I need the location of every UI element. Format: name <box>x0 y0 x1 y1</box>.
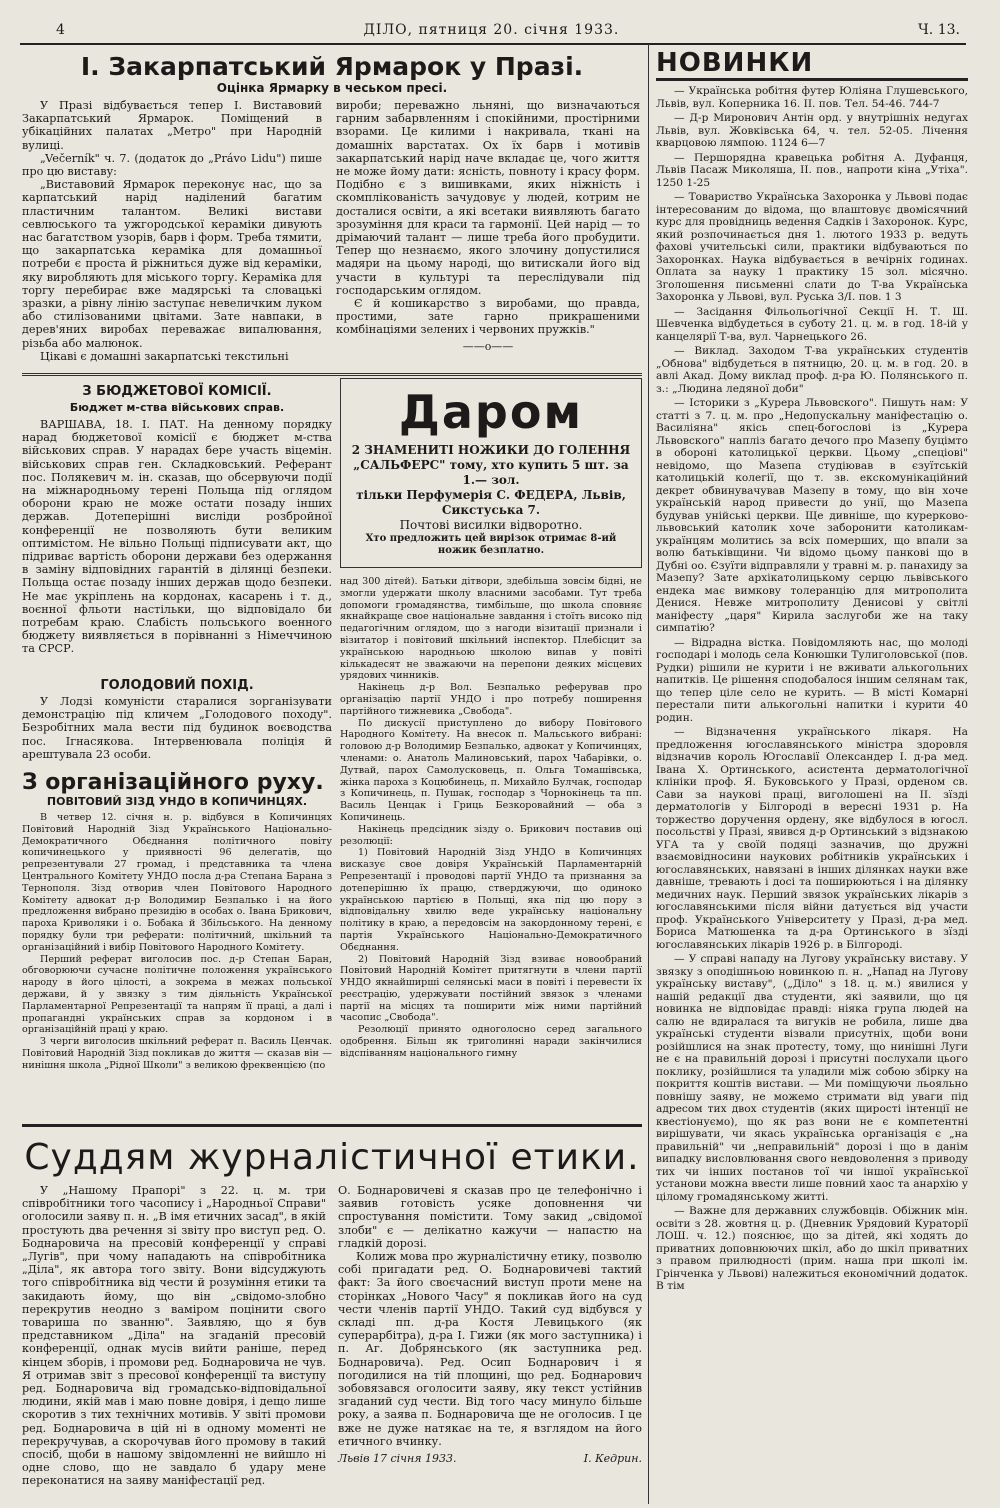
org-paragraph: Перший реферат виголосив пос. д-р Степан Баран, обговорюючи сучасне політичне положення українського народу в його цілості, а зокрема в межах польської держави, й у звязку з тим діяльність Української Парламентарної Репрезентації та напрям її праці, а далі і пропагандні українських справ за кордоном і в організаційній праці у краю. <box>22 953 332 1036</box>
ad-line: „САЛЬФЕРС" тому, хто купить 5 шт. за 1.— зол. <box>353 458 629 487</box>
news-list <box>656 85 968 1293</box>
ethics-paragraph: Колиж мова про журналістичну етику, позволю собі пригадати ред. О. Боднаровичеві тактий факт: За його своєчасний виступ проти мене на сторінках „Нового Часу" я покликав його на суд чести членів партії УНДО. Такий суд відбувся у складі пп. д-ра Костя Левицького (як суперарбітра), д-ра І. Гижи (як мого заступника) і п. Аг. Добрянського (як заступника ред. Боднаровича). Ред. Осип Боднарович і я погодилися на тій площині, що ред. Боднарович зобовязався оголосити заяву, яку текст устійнив згаданий суд чести. Від того часу минуло більше року, а заява п. Боднаровича ще не оголосив. І це вже не дуже натякає на те, я взглядом на його етичного вчинку. <box>338 1250 642 1448</box>
ad-line: Сикстуська 7. <box>441 503 541 517</box>
ethics-article <box>22 1124 642 1508</box>
fair-paragraph: У Празі відбувається тепер І. Виставовий Закарпатський Ярмарок. Поміщений в убікаційних палатах „Метро" при Народній вулиці. <box>22 99 322 152</box>
section-rule <box>22 373 642 376</box>
fair-title: І. Закарпатський Ярмарок у Празі. <box>80 52 584 81</box>
org-paragraph: 1) Повітовий Народній Зізд УНДО в Копичинцях висказує свое довіря Українській Парламентарній Репрезентації і проводові партії УНДО та признання за дотеперішню їх працю, стверджуючи, що одиноко українською партією в Польщі, яка під цю пору з відповідальну хвилю веде українську національну політику в краю, а передовсім на закордонному терені, є партія Українського Національно-Демократичного Обєднання. <box>340 847 642 953</box>
ethics-paragraph: У „Нашому Прапорі" з 22. ц. м. три співробітники того часопису і „Народньої Справи" оголосили заяву п. н. „В імя етичних засад", в якій простують два речення зі звіту про виступ ред. О. Боднаровича на пресовій конференції у справі „Лугів", при чому нападають на співробітника „Діла", як автора того звіту. Вони відсуджують того співробітника від чести й розуміння етики та закидають йому, що він „свідомо-злобно перекрутив неодно з ваміром поцінити свого товариша по званню". Заявляю, що я був представником „Діла" на згаданій пресовій конференції, однак мусів вийти раніше, перед кінцем зборів, і промови ред. Боднаровича не чув. Я отримав звіт з пресової конференції та виступу ред. Боднаровича від громадсько-відповідальної людини, якій мав і маю повне довіря, і дещо лише скоротив з тих технічних мотивів. У звіті промови ред. Боднаровича в цій ні в одному моменті не перекручував, а скорочував його промову в такий спосіб, щоби в нашому звідомленні не вийшло ні одне слово, що не завдало б удару мене переконатися на заяву маніфестації ред. <box>22 1184 326 1488</box>
ad-line: Почтові висилки відворотно. <box>399 518 583 532</box>
org-title: З організаційного руху. <box>22 770 324 795</box>
ethics-paragraph: О. Боднаровичеві я сказав про це телефонічно і заявив готовість усяке доповнення чи спростування помістити. Тому закид „свідомої злоби" є — делікатно кажучи — напастю на гладкій дорозі. <box>338 1184 642 1250</box>
issue-number: Ч. 13. <box>917 22 960 38</box>
hunger-paragraph: У Лодзі комуністи старалися зорганізувати демонстрацію під кличем „Голодового походу". Безробітних мала вести під будинок воєводства пос. Ігнасякова. Інтервенювала поліція й арештувала 23 особи. <box>22 695 332 761</box>
ethics-date: Львів 17 січня 1933. <box>338 1452 457 1466</box>
fair-paragraph: вироби; переважно льняні, що визначаються гарним забарвленням і спокійними, простірними взорами. Це килими і накривала, ткані на домашніх варстатах. Ох їх барв і мотивів закарпатський нарід наче вкладає це, чого життя не може йому дати: ясність, повноту і красу форм. Подібно є з вишивками, яких ніжність і скомплікованість зачудовує у людей, котрим не досталися освіти, а які всетаки виявляють багато зрозуміння для краси та гармонії. Цей нарід — то дрімаючий талант — лише треба його пробудити. Тепер що незнаємо, якого злочину допустилися мадяри на цьому народі, що витискали його від участи в культурі та переслідували під господарським оглядом. <box>336 99 640 297</box>
news-item: — Важне для державних службовців. Обіжник мін. освіти з 28. жовтня ц. р. (Дневник Урядовий Кураторії ЛОШ. ч. 12.) пояснює, що за дітей, які ходять до приватних доповнюючих шкіл, або до шкіл приватних з правом прилюдності (прим. наша при школі ім. Грінченка у Львові) належиться економічний додаток. В тім <box>656 1205 968 1292</box>
news-item: — Товариство Українська Захоронка у Львові подає інтересованим до відома, що влаштовує двомісячний курс для провідниць ведення Садків і Захоронок. Курс, який розпочинається дня 1. лютого 1933 р. ведуть фахові учительські сили, практики відбуваються по Захоронках. Наука відбувається в вечірніх годинах. Оплата за науку 1 практику 15 зол. місячно. Зголошення письменні слати до Т-ва Українська Захоронка у Львові, вул. Руська 3/І. пов. 1 3 <box>656 191 968 303</box>
org-paragraph: 2) Повітовий Народній Зізд взиває новообраний Повітовий Народній Комітет притягнути в члени партії УНДО якнайширші селянські маси в повіті і перевести їх реєстрацію, удержувати постійний звязок з членами партії на місцях та поширити між ними партійний часопис „Свобода". <box>340 953 642 1024</box>
news-item: — Відрадна вістка. Повідомляють нас, що молоді господарі і молодь села Конюшки Тулиголовської (пов. Рудки) рішили не курити і не вживати алькогольних напитків. Це рішення сподобалося іншим селянам так, що тепер ціле село не курить. — В місті Комарні перестали пити алькогольні напитки і курити 40 родин. <box>656 636 968 724</box>
org-article <box>22 770 332 1118</box>
ad-line: Хто предложить цей вирізок отримає 8-ий ножик безплатно. <box>365 533 617 556</box>
column-divider <box>648 44 649 1504</box>
page-number: 4 <box>56 22 65 38</box>
budget-title: З БЮДЖЕТОВОЇ КОМІСІЇ. <box>82 384 272 399</box>
news-item: — Українська робітня футер Юліяна Глушевського, Львів, вул. Коперника 16. II. пов. Тел. 54-46. 744-7 <box>656 85 968 110</box>
org-continuation <box>340 576 642 1120</box>
news-title: НОВИНКИ <box>656 48 968 81</box>
budget-subtitle: Бюджет м-ства військових справ. <box>69 401 285 414</box>
ad-line: 2 ЗНАМЕНИТІ НОЖИКИ ДО ГОЛЕННЯ <box>351 443 631 457</box>
org-paragraph: По дискусії приступлено до вибору Повітового Народного Комітету. На внесок п. Мальського вибрані: головою д-р Володимир Безпалько, адвокат у Копичинцях, членами: о. Анатоль Малиновський, парох Чабарівки, о. Дутвай, парох Самолусковець, п. Ольга Томашівська, жінка пароха з Коцюбинець, п. Михайло Булчак, господар з Копичинець, п. Пушак, господар з Чорнокінець та пп. Василь Ценцак і Гриць Безкоровайний — оба з Копичинець. <box>340 717 642 823</box>
ethics-signature: І. Кедрин. <box>583 1452 642 1466</box>
org-paragraph: Резолюції принято одноголосно серед загального одобрення. Більш як триголинні наради закінчилися відспіванням національного гимну <box>340 1024 642 1059</box>
news-item: — У справі нападу на Лугову українську виставу. У звязку з оподішньою новинкою п. н. „Напад на Лугову українську виставу", („Діло" з 18. ц. м.) явилися у нашій редакції два студенти, які заявили, що ця новинка не відповідає правді: ніяка група людей на салю не вдиралася та вигуків не робила, лише два українські студенти візвали присутніх, щоби вони розійшлися на знак протесту, тому, що нинішні Луги не є на правильній дорозі і присутні послухали цього поклику, розійшлися та уладили між собою збірку на покриття коштів вистави. — Ми поміщуючи льояльно повнішу заяву, не можемо стримати від уваги під адресом тих двох студентів (яких щирості інтенції не квестіонуємо), що як раз вони не є компетентні вирішувати, чи якась українська організація є „на правильній" чи „неправильній" дорозі і що в данім випадку висловлювання свого невдоволення з приводу тих чи інших постанов тої чи іншої української установи можна ввести лише повний хаос та анархію у цілому громадянському житті. <box>656 953 968 1203</box>
masthead <box>20 22 966 45</box>
ad-line: тільки Перфумерія С. ФЕДЕРА, Львів, <box>356 488 626 502</box>
masthead-title: ДІЛО, пятниця 20. січня 1933. <box>363 22 620 38</box>
ethics-title: Суддям журналістичної етики. <box>22 1124 642 1178</box>
fair-paragraph: Цікаві є домашні закарпатські текстильні <box>40 349 289 363</box>
fair-paragraph: „Виставовий Ярмарок переконує нас, що за карпатський нарід наділений багатим пластичним талантом. Великі вистави севлюського та ужгородської кераміки дивують нас багатством узорів, барв і форм. Треба тямити, що закарпатська кераміка для домашньої потреби є проста й ріжниться дуже від кераміки, яку виробляють для міського торгу. Кераміка для торгу перебирає вже мадярські та словацькі зразки, а рівну лінію заступає невеличким луком або стилізованими цвітами. Зате навпаки, в дерев'яних виробах переважає випалювання, різьба або малюнок. <box>22 178 322 350</box>
hunger-title: ГОЛОДОВИЙ ПОХІД. <box>100 678 254 693</box>
org-paragraph: над 300 дітей). Батьки дітвори, здебільша зовсім бідні, не змогли удержати школу власними засобами. Тут треба допомоги громадянства, тимбільше, що школа сповняє якнайкраще свое національне завдання і стоїть високо під педагогічним оглядом, що з нагоди візитації признали і візитатор і повітовий шкільний інспектор. Плебісцит за українською народньою школою випав у повіті кількадесят не зважаючи на перепони деяких місцевих урядових чинників. <box>340 576 642 682</box>
ad-box <box>340 378 642 568</box>
fair-subtitle: Оцінка Ярмарку в чеськом пресі. <box>216 81 448 95</box>
org-subtitle: ПОВІТОВИЙ ЗІЗД УНДО В КОПИЧИНЦЯХ. <box>46 795 308 808</box>
org-paragraph: З черги виголосив шкільний реферат п. Василь Ценчак. Повітовий Народній Зізд покликав до життя — сказав він — нинішня школа „Рідної Школи" з великою фреквенцією (по <box>22 1036 332 1071</box>
news-item: — Відзначення українського лікаря. На предложення югославянського міністра здоровля відзначив король Югославії Олександер І. д-ра мед. Івана Х. Ортинського, асистента дерматологічної клініки проф. Я. Буковського у Празі, орденом св. Сави за наукові праці, виголошені на II. зїзді дерматологів у Білгороді в вересні 1931 р. На торжество доручення ордену, яке відбулося в югосл. посольстві у Празі, явився д-р Ортинський з відзнакою УГА та у своїй подяці зазначив, що дружні взаємовідносини наукових робітників українських і югославянських, навязані в інших ділянках науки вже давніше, тревають і досі та поширюються і на ділянку медичних наук. Перший звязок українських лікарів з югославянськими після війни датується від участи проф. Українського Університету у Празі, д-ра мед. Бориса Матюшенка та д-ра Ортинського в зїзді югославянських лікарів 1926 р. в Білгороді. <box>656 726 968 951</box>
budget-paragraph: ВАРШАВА, 18. І. ПАТ. На денному порядку нарад бюджетової комісії є бюджет м-ства військових справ. У нарадах бере участь віцемін. військових справ ген. Складковський. Реферант пос. Полякевич м. ін. сказав, що обсервуючи події на міжнародньому терені Польща під оглядом оборони краю не може остати позаду інших держав. Дотеперішні висліди розбройної конференції не позволяють бути великим оптимістом. Не вільно Польщі підписувати акт, що підриває вартість оборони держави без одержання в заміну відповідних гарантій в ділянці безпеки. Польща остає позаду інших держав щодо безпеки. Не має укріплень на кордонах, касарень і т. д., воєнної фльоти настільки, що відповідало би потребам краю. Слабість польського военного бюджету виявляється в порівнанні з Німеччиною та СРСР. <box>22 418 332 656</box>
news-item: — Виклад. Заходом Т-ва українських студентів „Обнова" відбудеться в пятницю, 20. ц. м. в год. 20. в авлі Акад. Дому виклад проф. д-ра Ю. Полянського п. з.: „Людина ледяної доби" <box>656 345 968 395</box>
fair-paragraph: „Večerník" ч. 7. (додаток до „Právo Lidu") пише про цю виставу: <box>22 151 322 179</box>
news-item: — Засідання Фільольогічної Секції Н. Т. Ш. Шевченка відбудеться в суботу 21. ц. м. в год. 18-ій у канцелярії Т-ва, вул. Чарнецького 26. <box>656 305 968 343</box>
news-item: — Історики з „Курера Львовского". Пишуть нам: У статті з 7. ц. м. про „Недопускальну маніфестацію о. Василіяна" якісь спец-богослові із „Курера Львовского" напліз багато дечого про Мазепу буцімто в обороні католицької церкви. Цьому „спеціові" невідомо, що Мазепа студіював в єзуїтській католицькій колегії, що т. зв. екскомунікаційний декрет обвинувачував Мазепу в тому, що він хоче українській народ привести до унії, що Мазепа будував унійські церкви. Ще дивніше, що курерково-львовський католик хоче заборонити католикам-українцям молитись за всіх померших, що впали за волю батьківщини. Чи відомо цьому панкові що в Дубні оо. Єзуїти відправляли у травні м. р. панахиду за Мазепу? Зате архікатолицькому серцю львівського ендека має вимкову толеранцію для митрополита Денися. Невже митрополиту Денисові у світлі маніфесту „царя" Кирила заслугоби же на таку симпатію? <box>656 397 968 634</box>
hunger-article <box>22 672 332 768</box>
org-paragraph: Накінець д-р Вол. Безпалько реферував про організацію партії УНДО і про потребу поширення партійного тижневика „Свобода". <box>340 682 642 717</box>
org-paragraph: В четвер 12. січня н. р. відбувся в Копичинцях Повітовий Народній Зізд Українського Національно-Демократичного Обєднання політичного повіту копичинецького у приявності 96 делегатів, що репрезентували 27 громад, і представника та члена Центрального Комітету УНДО посла д-ра Степана Барана з Тернополя. Зізд отворив член Повітового Народного Комітету адвокат д-р Володимир Безпалько і на його предложення вибрано президію в особах о. Івана Брикович, пароха Криволяки і о. Бобака й Збільського. На денному порядку були три реферати: політичний, шкільний та організаційний і вибір Повітового Народного Комітету. <box>22 812 332 953</box>
fair-paragraph: Є й кошикарство з виробами, що правда, простими, зате гарно прикрашеними комбінаціями зелених і червоних пружків." <box>336 297 640 337</box>
org-paragraph: Накінець предсідник зізду о. Брикович поставив оці резолюції: <box>340 823 642 847</box>
news-item: — Першорядна кравецька робітня А. Дуфанця, Львів Пасаж Миколяша, II. пов., напроти кіна „Утіха". 1250 1-25 <box>656 151 968 189</box>
news-column <box>656 48 968 1508</box>
budget-article <box>22 378 332 674</box>
ornament: ——o—— <box>462 339 514 353</box>
news-item: — Д-р Миронович Антін орд. у внутрішніх недугах Львів, вул. Жовківська 64, ч. тел. 52-05. Лічення кварцовою лямпою. 1124 6—7 <box>656 112 968 149</box>
ad-title: Даром <box>398 385 584 439</box>
fair-article <box>22 48 642 366</box>
